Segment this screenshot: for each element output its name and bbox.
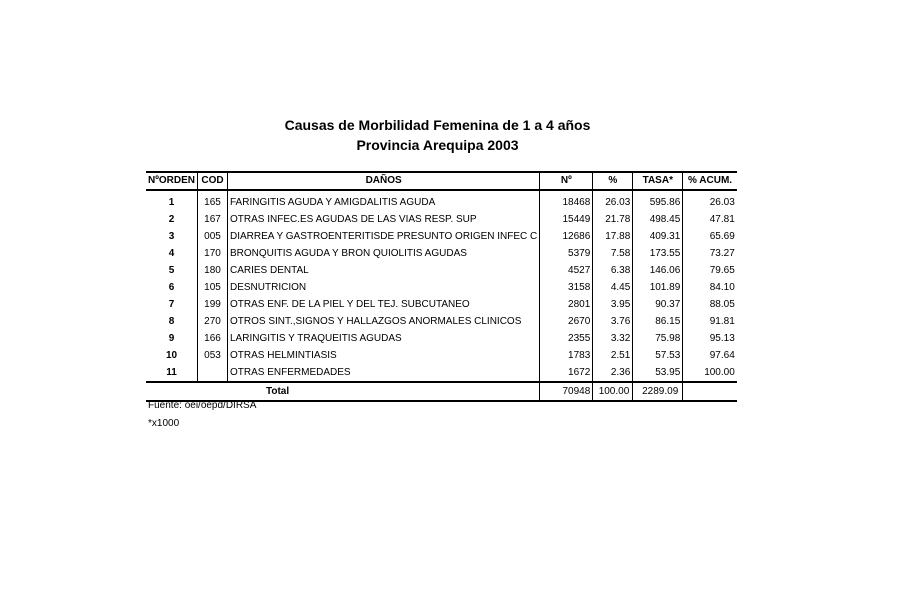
col-header-tasa: TASA* bbox=[633, 172, 683, 190]
total-n: 70948 bbox=[540, 382, 593, 401]
row-n: 2670 bbox=[540, 313, 593, 330]
row-cod: 005 bbox=[198, 228, 228, 245]
row-orden: 5 bbox=[168, 264, 175, 276]
table-body bbox=[146, 190, 737, 382]
row-acum: 100.00 bbox=[683, 364, 737, 382]
row-dano: OTROS SINT.,SIGNOS Y HALLAZGOS ANORMALES CLINICOS bbox=[228, 313, 540, 330]
row-cod: 167 bbox=[198, 211, 228, 228]
row-acum: 79.65 bbox=[683, 262, 737, 279]
row-dano: OTRAS HELMINTIASIS bbox=[228, 347, 540, 364]
row-acum: 97.64 bbox=[683, 347, 737, 364]
col-header-n: Nº bbox=[540, 172, 593, 190]
rate-footnote: *x1000 bbox=[148, 418, 180, 429]
row-orden: 1 bbox=[168, 196, 175, 208]
row-acum: 47.81 bbox=[683, 211, 737, 228]
total-tasa: 2289.09 bbox=[633, 382, 683, 401]
row-acum: 26.03 bbox=[683, 190, 737, 211]
row-orden: 9 bbox=[168, 332, 175, 344]
row-acum: 88.05 bbox=[683, 296, 737, 313]
row-n: 12686 bbox=[540, 228, 593, 245]
col-header-acum: % ACUM. bbox=[683, 172, 737, 190]
row-cod: 170 bbox=[198, 245, 228, 262]
row-cod: 199 bbox=[198, 296, 228, 313]
row-tasa: 146.06 bbox=[633, 262, 683, 279]
row-pct: 17.88 bbox=[593, 228, 633, 245]
row-pct: 3.32 bbox=[593, 330, 633, 347]
page-title: Causas de Morbilidad Femenina de 1 a 4 años bbox=[284, 117, 591, 133]
row-tasa: 75.98 bbox=[633, 330, 683, 347]
row-orden: 10 bbox=[165, 349, 178, 361]
row-tasa: 498.45 bbox=[633, 211, 683, 228]
row-dano: OTRAS ENFERMEDADES bbox=[228, 364, 540, 382]
row-cod: 166 bbox=[198, 330, 228, 347]
row-n: 18468 bbox=[540, 190, 593, 211]
table-row bbox=[146, 313, 737, 330]
row-cod bbox=[198, 364, 228, 382]
row-tasa: 173.55 bbox=[633, 245, 683, 262]
row-pct: 2.51 bbox=[593, 347, 633, 364]
row-pct: 6.38 bbox=[593, 262, 633, 279]
source-note: Fuente: oei/oepd/DIRSA bbox=[148, 400, 257, 411]
total-pct: 100.00 bbox=[593, 382, 633, 401]
row-tasa: 90.37 bbox=[633, 296, 683, 313]
col-header-danos: DAÑOS bbox=[228, 172, 540, 190]
row-pct: 26.03 bbox=[593, 190, 633, 211]
row-pct: 21.78 bbox=[593, 211, 633, 228]
row-cod: 270 bbox=[198, 313, 228, 330]
row-orden: 6 bbox=[168, 281, 175, 293]
row-dano: CARIES DENTAL bbox=[228, 262, 540, 279]
row-tasa: 86.15 bbox=[633, 313, 683, 330]
row-dano: FARINGITIS AGUDA Y AMIGDALITIS AGUDA bbox=[228, 190, 540, 211]
table-header-row bbox=[146, 172, 737, 190]
table-row bbox=[146, 330, 737, 347]
row-acum: 65.69 bbox=[683, 228, 737, 245]
row-pct: 2.36 bbox=[593, 364, 633, 382]
row-orden: 11 bbox=[166, 366, 177, 378]
table-row bbox=[146, 347, 737, 364]
table-row bbox=[146, 211, 737, 228]
row-orden: 3 bbox=[168, 230, 175, 242]
row-acum: 91.81 bbox=[683, 313, 737, 330]
row-cod: 105 bbox=[198, 279, 228, 296]
row-tasa: 57.53 bbox=[633, 347, 683, 364]
col-header-orden: NºORDEN bbox=[146, 172, 198, 190]
row-pct: 4.45 bbox=[593, 279, 633, 296]
row-orden: 7 bbox=[168, 298, 175, 310]
row-pct: 3.76 bbox=[593, 313, 633, 330]
table-row bbox=[146, 364, 737, 382]
row-n: 5379 bbox=[540, 245, 593, 262]
row-n: 4527 bbox=[540, 262, 593, 279]
row-n: 2355 bbox=[540, 330, 593, 347]
table-row bbox=[146, 228, 737, 245]
row-orden: 2 bbox=[168, 213, 175, 225]
row-orden: 4 bbox=[168, 247, 175, 259]
row-dano: DIARREA Y GASTROENTERITISDE PRESUNTO ORIGEN INFEC C bbox=[228, 228, 540, 245]
row-n: 15449 bbox=[540, 211, 593, 228]
row-dano: DESNUTRICION bbox=[228, 279, 540, 296]
row-cod: 165 bbox=[198, 190, 228, 211]
table-row bbox=[146, 296, 737, 313]
row-tasa: 101.89 bbox=[633, 279, 683, 296]
table-row bbox=[146, 245, 737, 262]
total-label: Total bbox=[146, 382, 540, 401]
row-acum: 95.13 bbox=[683, 330, 737, 347]
row-cod: 180 bbox=[198, 262, 228, 279]
row-n: 3158 bbox=[540, 279, 593, 296]
row-dano: BRONQUITIS AGUDA Y BRON QUIOLITIS AGUDAS bbox=[228, 245, 540, 262]
row-acum: 84.10 bbox=[683, 279, 737, 296]
col-header-cod: COD bbox=[198, 172, 228, 190]
table-row bbox=[146, 190, 737, 211]
row-cod: 053 bbox=[198, 347, 228, 364]
table-row bbox=[146, 262, 737, 279]
page-subtitle: Provincia Arequipa 2003 bbox=[356, 137, 519, 153]
row-orden: 8 bbox=[168, 315, 175, 327]
total-acum bbox=[683, 382, 737, 401]
row-n: 1672 bbox=[540, 364, 593, 382]
morbidity-table bbox=[146, 171, 737, 402]
row-pct: 3.95 bbox=[593, 296, 633, 313]
table-row bbox=[146, 279, 737, 296]
row-tasa: 53.95 bbox=[633, 364, 683, 382]
col-header-pct: % bbox=[593, 172, 633, 190]
row-acum: 73.27 bbox=[683, 245, 737, 262]
row-tasa: 595.86 bbox=[633, 190, 683, 211]
row-n: 2801 bbox=[540, 296, 593, 313]
row-tasa: 409.31 bbox=[633, 228, 683, 245]
row-dano: LARINGITIS Y TRAQUEITIS AGUDAS bbox=[228, 330, 540, 347]
row-n: 1783 bbox=[540, 347, 593, 364]
row-pct: 7.58 bbox=[593, 245, 633, 262]
row-dano: OTRAS INFEC.ES AGUDAS DE LAS VIAS RESP. SUP bbox=[228, 211, 540, 228]
row-dano: OTRAS ENF. DE LA PIEL Y DEL TEJ. SUBCUTANEO bbox=[228, 296, 540, 313]
